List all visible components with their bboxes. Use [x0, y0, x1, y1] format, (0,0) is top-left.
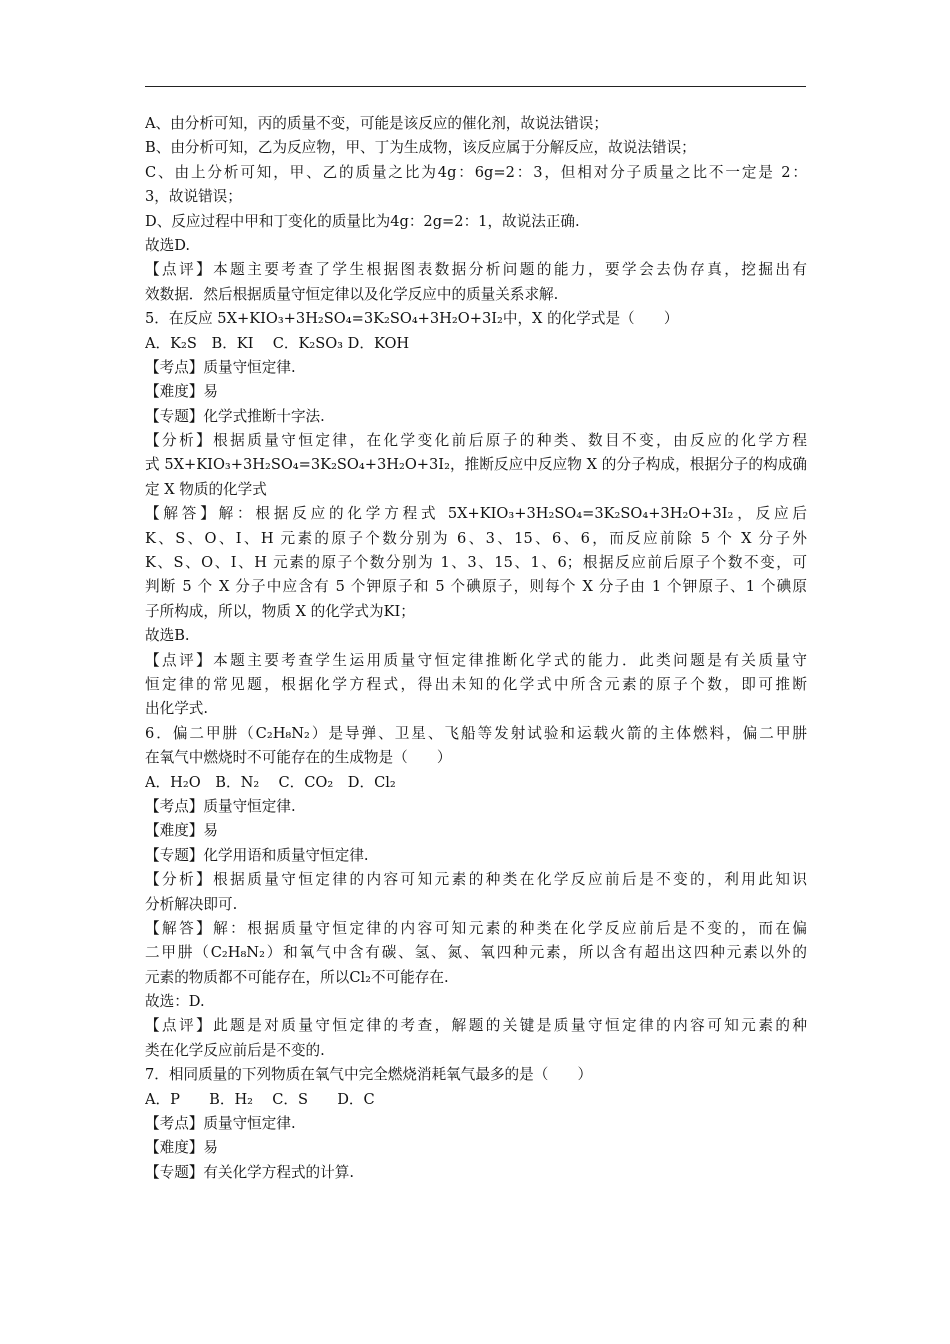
text-line: 分析解决即可.: [145, 895, 238, 913]
text-line: 7．相同质量的下列物质在氧气中完全燃烧消耗氧气最多的是（ ）: [145, 1066, 593, 1084]
text-line: 3，故说错误；: [145, 188, 242, 206]
text-line: 【解答】解：根据反应的化学方程式 5X+KIO₃+3H₂SO₄=3K₂SO₄+3H₂O+3I₂，反应后: [145, 505, 807, 523]
text-line: 5．在反应 5X+KIO₃+3H₂SO₄=3K₂SO₄+3H₂O+3I₂中，X 的化学式是（ ）: [145, 310, 679, 328]
text-line: 【难度】易: [145, 383, 218, 401]
text-line: 判断 5 个 X 分子中应含有 5 个钾原子和 5 个碘原子，则每个 X 分子由 1 个钾原子、1 个碘原: [145, 578, 807, 596]
text-line: 【专题】化学用语和质量守恒定律.: [145, 846, 369, 864]
text-line: 【专题】有关化学方程式的计算.: [145, 1163, 354, 1181]
text-line: 【分析】根据质量守恒定律的内容可知元素的种类在化学反应前后是不变的，利用此知识: [145, 871, 807, 889]
text-line: 在氧气中燃烧时不可能存在的生成物是（ ）: [145, 749, 452, 767]
text-line: 【解答】解：根据质量守恒定律的内容可知元素的种类在化学反应前后是不变的，而在偏: [145, 919, 807, 937]
text-line: 【难度】易: [145, 822, 218, 840]
text-line: 效数据．然后根据质量守恒定律以及化学反应中的质量关系求解.: [145, 285, 559, 303]
text-line: 【难度】易: [145, 1139, 218, 1157]
text-line: D、反应过程中甲和丁变化的质量比为4g：2g=2：1，故说法正确.: [145, 212, 580, 230]
text-line: 【分析】根据质量守恒定律，在化学变化前后原子的种类、数目不变，由反应的化学方程: [145, 432, 807, 450]
text-line: 【点评】此题是对质量守恒定律的考查，解题的关键是质量守恒定律的内容可知元素的种: [145, 1017, 807, 1035]
text-line: 【考点】质量守恒定律.: [145, 1115, 296, 1133]
text-line: 恒定律的常见题，根据化学方程式，得出未知的化学式中所含元素的原子个数，即可推断: [145, 675, 807, 693]
text-line: 【专题】化学式推断十字法.: [145, 407, 325, 425]
text-line: 定 X 物质的化学式: [145, 480, 267, 498]
text-line: 出化学式.: [145, 700, 209, 718]
text-line: A、由分析可知，丙的质量不变，可能是该反应的催化剂，故说法错误；: [145, 115, 608, 132]
text-line: 【考点】质量守恒定律.: [145, 797, 296, 815]
text-line: A．P B．H₂ C．S D．C: [145, 1090, 375, 1108]
text-line: 6．偏二甲肼（C₂H₈N₂）是导弹、卫星、飞船等发射试验和运载火箭的主体燃料，偏二甲肼: [145, 724, 807, 742]
text-line: C、由上分析可知，甲、乙的质量之比为4g：6g=2：3，但相对分子质量之比不一定是 2：: [145, 163, 807, 181]
text-line: 类在化学反应前后是不变的.: [145, 1041, 325, 1059]
text-line: 式 5X+KIO₃+3H₂SO₄=3K₂SO₄+3H₂O+3I₂，推断反应中反应物 X 的分子构成，根据分子的构成确: [145, 456, 807, 474]
text-line: 【点评】本题主要考查了学生根据图表数据分析问题的能力，要学会去伪存真，挖掘出有: [145, 261, 807, 279]
text-line: 元素的物质都不可能存在，所以Cl₂不可能存在.: [145, 968, 449, 986]
text-line: B、由分析可知，乙为反应物，甲、丁为生成物，该反应属于分解反应，故说法错误；: [145, 139, 696, 157]
text-line: K、S、O、I、H 元素的原子个数分别为 6、3、15、6、6，而反应前除 5 个 X 分子外: [145, 529, 807, 547]
text-line: 故选：D.: [145, 993, 205, 1011]
text-line: A．H₂O B．N₂ C．CO₂ D．Cl₂: [145, 773, 396, 791]
text-line: 子所构成，所以，物质 X 的化学式为KI；: [145, 602, 415, 620]
header-rule: [145, 86, 806, 87]
text-line: 【考点】质量守恒定律.: [145, 358, 296, 376]
text-line: 故选D.: [145, 236, 191, 254]
text-line: 二甲肼（C₂H₈N₂）和氧气中含有碳、氢、氮、氧四种元素，所以含有超出这四种元素以外的: [145, 944, 807, 962]
text-line: 【点评】本题主要考查学生运用质量守恒定律推断化学式的能力．此类问题是有关质量守: [145, 651, 807, 669]
document-body: [145, 112, 807, 1185]
text-line: 故选B.: [145, 627, 190, 645]
text-line: K、S、O、I、H 元素的原子个数分别为 1、3、15、1、6；根据反应前后原子个数不变，可: [145, 554, 807, 572]
text-line: A．K₂S B．KI C．K₂SO₃ D．KOH: [145, 334, 410, 352]
